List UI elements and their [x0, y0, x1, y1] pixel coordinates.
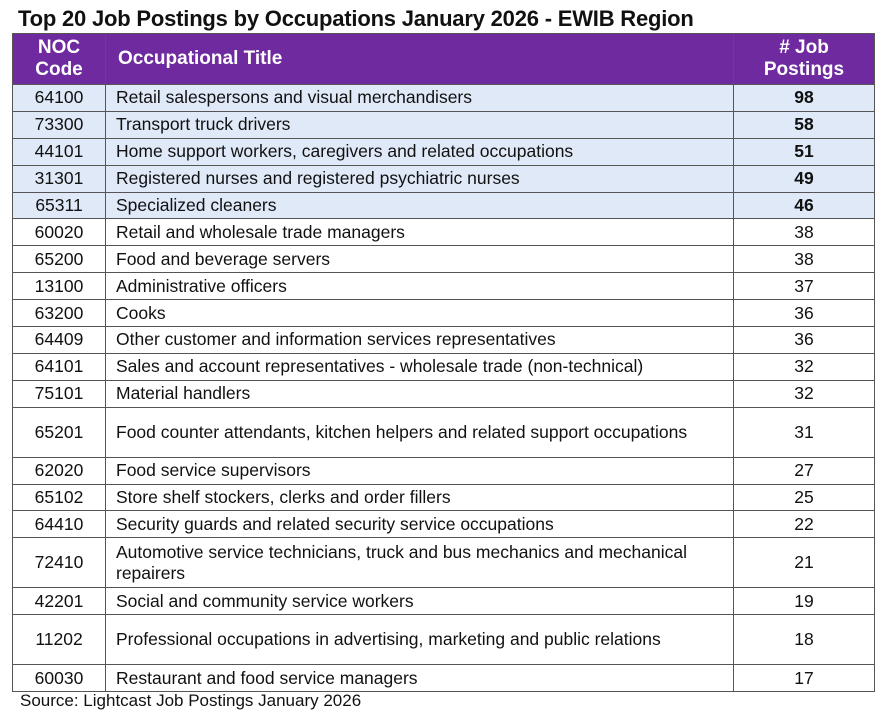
page-title: Top 20 Job Postings by Occupations January 2026 - EWIB Region: [18, 6, 694, 31]
table-row: [13, 111, 875, 138]
occupation-title-cell: Retail salespersons and visual merchandisers: [106, 85, 734, 112]
occupation-title-cell: Restaurant and food service managers: [106, 665, 734, 692]
occupation-title-cell: Specialized cleaners: [106, 192, 734, 219]
noc-code-cell: 62020: [13, 457, 106, 484]
header-noc-code: [13, 34, 106, 85]
occupation-title-cell: Other customer and information services representatives: [106, 327, 734, 354]
header-job-postings-line2: Postings: [763, 59, 845, 80]
table-row: [13, 192, 875, 219]
noc-code-cell: 13100: [13, 273, 106, 300]
noc-code-cell: 73300: [13, 111, 106, 138]
job-postings-cell: 17: [734, 665, 875, 692]
occupation-title-cell: Automotive service technicians, truck and bus mechanics and mechanical repairers: [106, 538, 734, 588]
job-postings-cell: 31: [734, 407, 875, 457]
header-job-postings: [734, 34, 875, 85]
noc-code-cell: 42201: [13, 588, 106, 615]
table-row: [13, 511, 875, 538]
table-row: [13, 219, 875, 246]
table-row: [13, 588, 875, 615]
noc-code-cell: 65201: [13, 407, 106, 457]
table-row: [13, 85, 875, 112]
occupation-title-cell: Administrative officers: [106, 273, 734, 300]
table-row: [13, 380, 875, 407]
job-postings-cell: 36: [734, 300, 875, 327]
job-postings-cell: 25: [734, 484, 875, 511]
table-row: [13, 615, 875, 665]
occupation-title-cell: Transport truck drivers: [106, 111, 734, 138]
table-row: [13, 300, 875, 327]
table-row: [13, 407, 875, 457]
table-row: [13, 353, 875, 380]
job-postings-cell: 58: [734, 111, 875, 138]
noc-code-cell: 63200: [13, 300, 106, 327]
occupation-title-cell: Retail and wholesale trade managers: [106, 219, 734, 246]
job-postings-cell: 36: [734, 327, 875, 354]
job-postings-cell: 98: [734, 85, 875, 112]
table-row: [13, 484, 875, 511]
job-postings-cell: 18: [734, 615, 875, 665]
occupation-title-cell: Food counter attendants, kitchen helpers and related support occupations: [106, 407, 734, 457]
noc-code-cell: 44101: [13, 138, 106, 165]
noc-code-cell: 11202: [13, 615, 106, 665]
table-row: [13, 665, 875, 692]
table-row: [13, 273, 875, 300]
occupation-title-cell: Home support workers, caregivers and related occupations: [106, 138, 734, 165]
noc-code-cell: 60030: [13, 665, 106, 692]
table-row: [13, 457, 875, 484]
occupation-title-cell: Food and beverage servers: [106, 246, 734, 273]
table-row: [13, 538, 875, 588]
occupation-title-cell: Professional occupations in advertising, marketing and public relations: [106, 615, 734, 665]
occupation-title-cell: Social and community service workers: [106, 588, 734, 615]
noc-code-cell: 64101: [13, 353, 106, 380]
noc-code-cell: 65311: [13, 192, 106, 219]
noc-code-cell: 65102: [13, 484, 106, 511]
source-note: Source: Lightcast Job Postings January 2026: [20, 691, 362, 710]
job-postings-cell: 37: [734, 273, 875, 300]
noc-code-cell: 72410: [13, 538, 106, 588]
job-postings-cell: 38: [734, 246, 875, 273]
job-postings-cell: 38: [734, 219, 875, 246]
occupation-title-cell: Material handlers: [106, 380, 734, 407]
table-row: [13, 246, 875, 273]
noc-code-cell: 60020: [13, 219, 106, 246]
occupation-title-cell: Sales and account representatives - wholesale trade (non-technical): [106, 353, 734, 380]
occupation-title-cell: Store shelf stockers, clerks and order fillers: [106, 484, 734, 511]
noc-code-cell: 31301: [13, 165, 106, 192]
job-postings-cell: 32: [734, 380, 875, 407]
job-postings-cell: 19: [734, 588, 875, 615]
noc-code-cell: 64409: [13, 327, 106, 354]
header-noc-code-line2: Code: [35, 59, 83, 80]
header-job-postings-line1: # Job: [779, 37, 829, 58]
job-postings-cell: 32: [734, 353, 875, 380]
occupation-title-cell: Cooks: [106, 300, 734, 327]
header-occupational-title: Occupational Title: [106, 34, 734, 85]
occupation-title-cell: Registered nurses and registered psychiatric nurses: [106, 165, 734, 192]
occupation-title-cell: Food service supervisors: [106, 457, 734, 484]
noc-code-cell: 65200: [13, 246, 106, 273]
job-postings-cell: 21: [734, 538, 875, 588]
job-postings-cell: 51: [734, 138, 875, 165]
header-noc-code-line1: NOC: [37, 37, 81, 58]
job-postings-cell: 46: [734, 192, 875, 219]
job-postings-table: [12, 33, 875, 692]
job-postings-cell: 27: [734, 457, 875, 484]
noc-code-cell: 64410: [13, 511, 106, 538]
table-row: [13, 138, 875, 165]
table-row: [13, 165, 875, 192]
occupation-title-cell: Security guards and related security service occupations: [106, 511, 734, 538]
table-row: [13, 327, 875, 354]
job-postings-cell: 49: [734, 165, 875, 192]
noc-code-cell: 75101: [13, 380, 106, 407]
table-header-row: [13, 34, 875, 85]
job-postings-cell: 22: [734, 511, 875, 538]
noc-code-cell: 64100: [13, 85, 106, 112]
